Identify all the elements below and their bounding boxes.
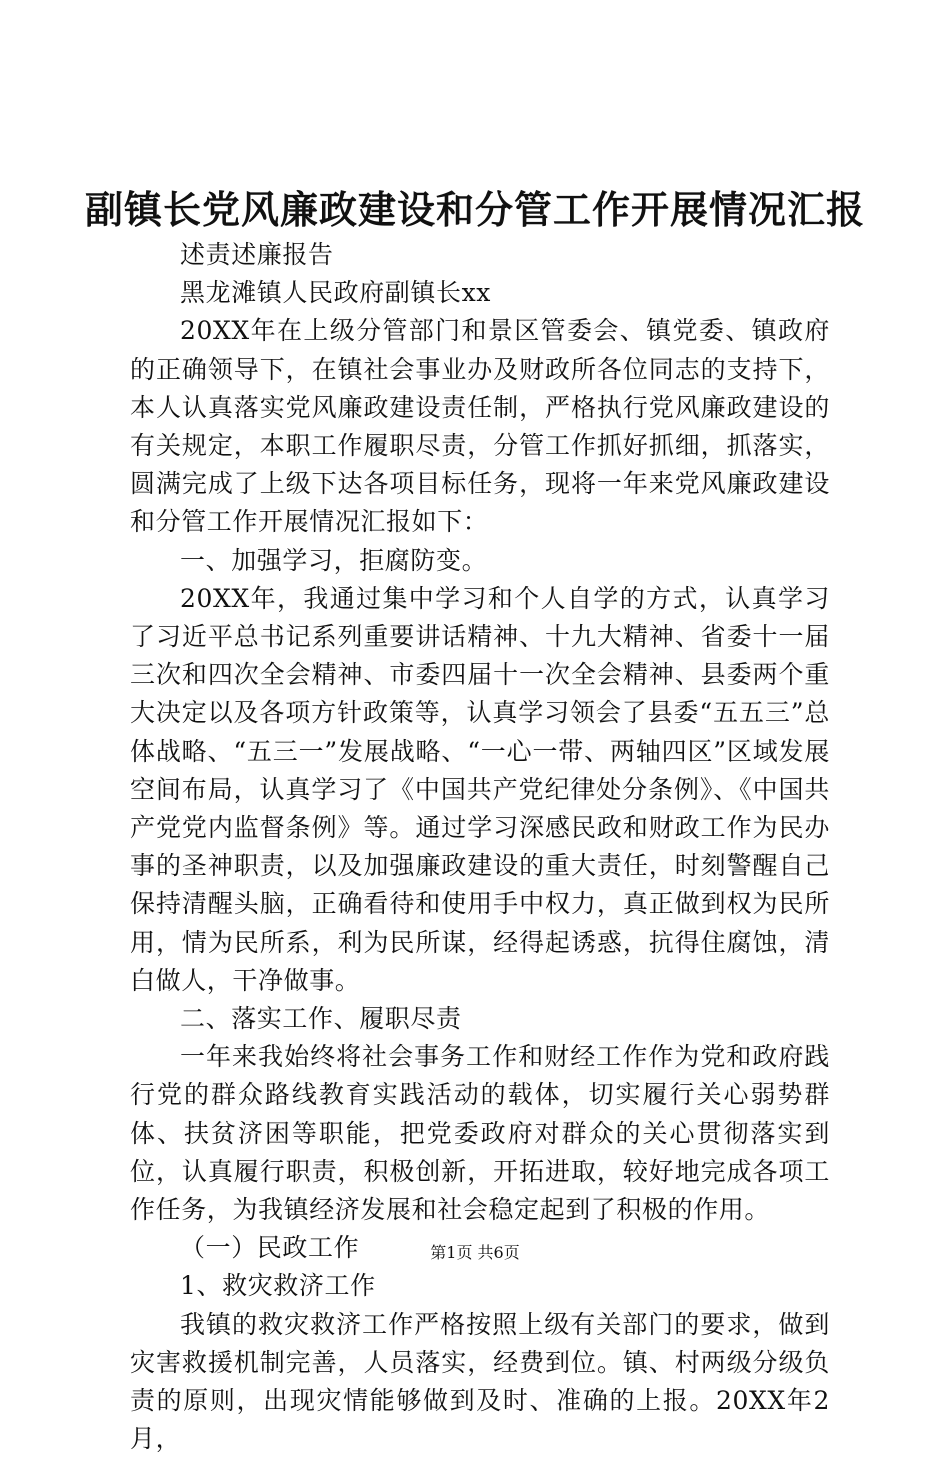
page-footer: 第1页 共6页 bbox=[430, 1243, 520, 1262]
document-title: 副镇长党风廉政建设和分管工作开展情况汇报 bbox=[84, 187, 865, 232]
item-heading-disaster-relief: 1、救灾救济工作 bbox=[180, 1271, 376, 1301]
disaster-relief-paragraph: 我镇的救灾救济工作严格按照上级有关部门的要求，做到灾害救援机制完善，人员落实，经费到位。镇、村两级分级负责的原则，出现灾情能够做到及时、准确的上报。20XX年2月， bbox=[130, 1309, 830, 1454]
intro-paragraph: 20XX年在上级分管部门和景区管委会、镇党委、镇政府的正确领导下，在镇社会事业办及财政所各位同志的支持下，本人认真落实党风廉政建设责任制，严格执行党风廉政建设的有关规定，本职工作履职尽责，分管工作抓好抓细，抓落实，圆满完成了上级下达各项目标任务，现将一年来党风廉政建设和分管工作开展情况汇报如下： bbox=[130, 316, 830, 537]
author-line: 黑龙滩镇人民政府副镇长xx bbox=[180, 278, 491, 308]
section-heading-1: 一、加强学习，拒腐防变。 bbox=[180, 545, 488, 575]
section-heading-2: 二、落实工作、履职尽责 bbox=[180, 1004, 462, 1034]
subsection-heading-civil-affairs: （一）民政工作 bbox=[180, 1233, 360, 1263]
report-subtitle: 述责述廉报告 bbox=[180, 240, 334, 269]
work-paragraph: 一年来我始终将社会事务工作和财经工作作为党和政府践行党的群众路线教育实践活动的载体，切实履行关心弱势群体、扶贫济困等职能，把党委政府对群众的关心贯彻落实到位，认真履行职责，积极创新，开拓进取，较好地完成各项工作任务，为我镇经济发展和社会稳定起到了积极的作用。 bbox=[130, 1042, 830, 1225]
study-paragraph: 20XX年，我通过集中学习和个人自学的方式，认真学习了习近平总书记系列重要讲话精神、十九大精神、省委十一届三次和四次全会精神、市委四届十一次全会精神、县委两个重大决定以及各项方针政策等，认真学习领会了县委“五五三”总体战略、“五三一”发展战略、“一心一带、两轴四区”区域发展空间布局，认真学习了《中国共产党纪律处分条例》、《中国共产党党内监督条例》等。通过学习深感民政和财政工作为民办事的圣神职责，以及加强廉政建设的重大责任，时刻警醒自己保持清醒头脑，正确看待和使用手中权力，真正做到权为民所用，情为民所系，利为民所谋，经得起诱惑，抗得住腐蚀，清白做人，干净做事。 bbox=[130, 583, 830, 995]
document-body bbox=[130, 236, 830, 1459]
